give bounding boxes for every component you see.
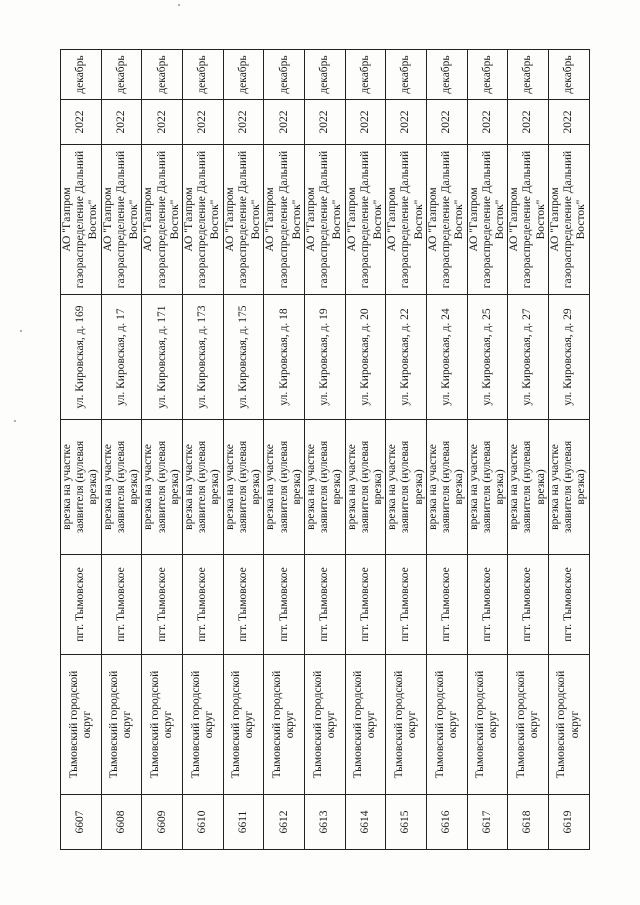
organization-cell: АО "Газпром газораспределение Дальний Восток": [345, 145, 386, 295]
month-cell: декабрь: [386, 50, 427, 100]
settlement-cell: пгт. Тымовское: [345, 555, 386, 655]
district-cell: Тымовский городской округ: [223, 655, 264, 795]
month-cell: декабрь: [223, 50, 264, 100]
year-cell: 2022: [508, 100, 549, 145]
work-type-cell: врезка на участке заявителя (нулевая врезка): [426, 420, 467, 555]
address-cell: ул. Кировская, д. 169: [61, 295, 102, 420]
table-row: [182, 50, 223, 850]
settlement-cell: пгт. Тымовское: [426, 555, 467, 655]
work-type-cell: врезка на участке заявителя (нулевая врезка): [61, 420, 102, 555]
year-cell: 2022: [426, 100, 467, 145]
table-row: [508, 50, 549, 850]
table-row: [304, 50, 345, 850]
table-row: [345, 50, 386, 850]
organization-cell: АО "Газпром газораспределение Дальний Восток": [61, 145, 102, 295]
table-row: [548, 50, 589, 850]
year-cell: 2022: [101, 100, 142, 145]
work-type-cell: врезка на участке заявителя (нулевая врезка): [467, 420, 508, 555]
row-number: 6616: [426, 795, 467, 850]
address-cell: ул. Кировская, д. 24: [426, 295, 467, 420]
settlement-cell: пгт. Тымовское: [304, 555, 345, 655]
settlement-cell: пгт. Тымовское: [548, 555, 589, 655]
table-row: [223, 50, 264, 850]
table-row: [142, 50, 183, 850]
month-cell: декабрь: [426, 50, 467, 100]
address-cell: ул. Кировская, д. 22: [386, 295, 427, 420]
gas-connection-table: [60, 49, 590, 850]
settlement-cell: пгт. Тымовское: [61, 555, 102, 655]
settlement-cell: пгт. Тымовское: [386, 555, 427, 655]
work-type-cell: врезка на участке заявителя (нулевая врезка): [508, 420, 549, 555]
scan-speck: [178, 4, 180, 6]
organization-cell: АО "Газпром газораспределение Дальний Восток": [508, 145, 549, 295]
address-cell: ул. Кировская, д. 20: [345, 295, 386, 420]
settlement-cell: пгт. Тымовское: [264, 555, 305, 655]
address-cell: ул. Кировская, д. 18: [264, 295, 305, 420]
address-cell: ул. Кировская, д. 173: [182, 295, 223, 420]
table-body: [61, 50, 590, 850]
district-cell: Тымовский городской округ: [426, 655, 467, 795]
district-cell: Тымовский городской округ: [101, 655, 142, 795]
district-cell: Тымовский городской округ: [61, 655, 102, 795]
settlement-cell: пгт. Тымовское: [508, 555, 549, 655]
month-cell: декабрь: [508, 50, 549, 100]
table-row: [61, 50, 102, 850]
district-cell: Тымовский городской округ: [345, 655, 386, 795]
month-cell: декабрь: [101, 50, 142, 100]
work-type-cell: врезка на участке заявителя (нулевая врезка): [142, 420, 183, 555]
month-cell: декабрь: [304, 50, 345, 100]
settlement-cell: пгт. Тымовское: [142, 555, 183, 655]
address-cell: ул. Кировская, д. 19: [304, 295, 345, 420]
row-number: 6608: [101, 795, 142, 850]
district-cell: Тымовский городской округ: [304, 655, 345, 795]
organization-cell: АО "Газпром газораспределение Дальний Восток": [101, 145, 142, 295]
scan-speck: [20, 330, 22, 332]
district-cell: Тымовский городской округ: [182, 655, 223, 795]
work-type-cell: врезка на участке заявителя (нулевая врезка): [548, 420, 589, 555]
year-cell: 2022: [386, 100, 427, 145]
row-number: 6607: [61, 795, 102, 850]
month-cell: декабрь: [345, 50, 386, 100]
organization-cell: АО "Газпром газораспределение Дальний Восток": [182, 145, 223, 295]
row-number: 6619: [548, 795, 589, 850]
address-cell: ул. Кировская, д. 171: [142, 295, 183, 420]
organization-cell: АО "Газпром газораспределение Дальний Восток": [467, 145, 508, 295]
address-cell: ул. Кировская, д. 27: [508, 295, 549, 420]
district-cell: Тымовский городской округ: [264, 655, 305, 795]
district-cell: Тымовский городской округ: [548, 655, 589, 795]
organization-cell: АО "Газпром газораспределение Дальний Восток": [304, 145, 345, 295]
work-type-cell: врезка на участке заявителя (нулевая врезка): [182, 420, 223, 555]
work-type-cell: врезка на участке заявителя (нулевая врезка): [345, 420, 386, 555]
year-cell: 2022: [467, 100, 508, 145]
year-cell: 2022: [182, 100, 223, 145]
month-cell: декабрь: [61, 50, 102, 100]
row-number: 6609: [142, 795, 183, 850]
address-cell: ул. Кировская, д. 29: [548, 295, 589, 420]
month-cell: декабрь: [467, 50, 508, 100]
year-cell: 2022: [223, 100, 264, 145]
work-type-cell: врезка на участке заявителя (нулевая врезка): [304, 420, 345, 555]
table-row: [426, 50, 467, 850]
district-cell: Тымовский городской округ: [467, 655, 508, 795]
settlement-cell: пгт. Тымовское: [467, 555, 508, 655]
work-type-cell: врезка на участке заявителя (нулевая врезка): [223, 420, 264, 555]
row-number: 6610: [182, 795, 223, 850]
row-number: 6618: [508, 795, 549, 850]
settlement-cell: пгт. Тымовское: [223, 555, 264, 655]
month-cell: декабрь: [548, 50, 589, 100]
row-number: 6613: [304, 795, 345, 850]
district-cell: Тымовский городской округ: [142, 655, 183, 795]
year-cell: 2022: [548, 100, 589, 145]
organization-cell: АО "Газпром газораспределение Дальний Восток": [223, 145, 264, 295]
month-cell: декабрь: [142, 50, 183, 100]
year-cell: 2022: [264, 100, 305, 145]
scan-speck: [14, 420, 16, 422]
table-row: [101, 50, 142, 850]
rotated-table-page: [60, 50, 588, 850]
address-cell: ул. Кировская, д. 25: [467, 295, 508, 420]
address-cell: ул. Кировская, д. 17: [101, 295, 142, 420]
row-number: 6615: [386, 795, 427, 850]
district-cell: Тымовский городской округ: [386, 655, 427, 795]
organization-cell: АО "Газпром газораспределение Дальний Восток": [548, 145, 589, 295]
table-row: [467, 50, 508, 850]
organization-cell: АО "Газпром газораспределение Дальний Восток": [142, 145, 183, 295]
year-cell: 2022: [61, 100, 102, 145]
month-cell: декабрь: [182, 50, 223, 100]
table-row: [264, 50, 305, 850]
table-row: [386, 50, 427, 850]
row-number: 6612: [264, 795, 305, 850]
district-cell: Тымовский городской округ: [508, 655, 549, 795]
organization-cell: АО "Газпром газораспределение Дальний Восток": [386, 145, 427, 295]
row-number: 6611: [223, 795, 264, 850]
work-type-cell: врезка на участке заявителя (нулевая врезка): [264, 420, 305, 555]
address-cell: ул. Кировская, д. 175: [223, 295, 264, 420]
year-cell: 2022: [345, 100, 386, 145]
work-type-cell: врезка на участке заявителя (нулевая врезка): [386, 420, 427, 555]
settlement-cell: пгт. Тымовское: [101, 555, 142, 655]
year-cell: 2022: [304, 100, 345, 145]
organization-cell: АО "Газпром газораспределение Дальний Восток": [264, 145, 305, 295]
work-type-cell: врезка на участке заявителя (нулевая врезка): [101, 420, 142, 555]
row-number: 6614: [345, 795, 386, 850]
row-number: 6617: [467, 795, 508, 850]
organization-cell: АО "Газпром газораспределение Дальний Восток": [426, 145, 467, 295]
year-cell: 2022: [142, 100, 183, 145]
month-cell: декабрь: [264, 50, 305, 100]
settlement-cell: пгт. Тымовское: [182, 555, 223, 655]
